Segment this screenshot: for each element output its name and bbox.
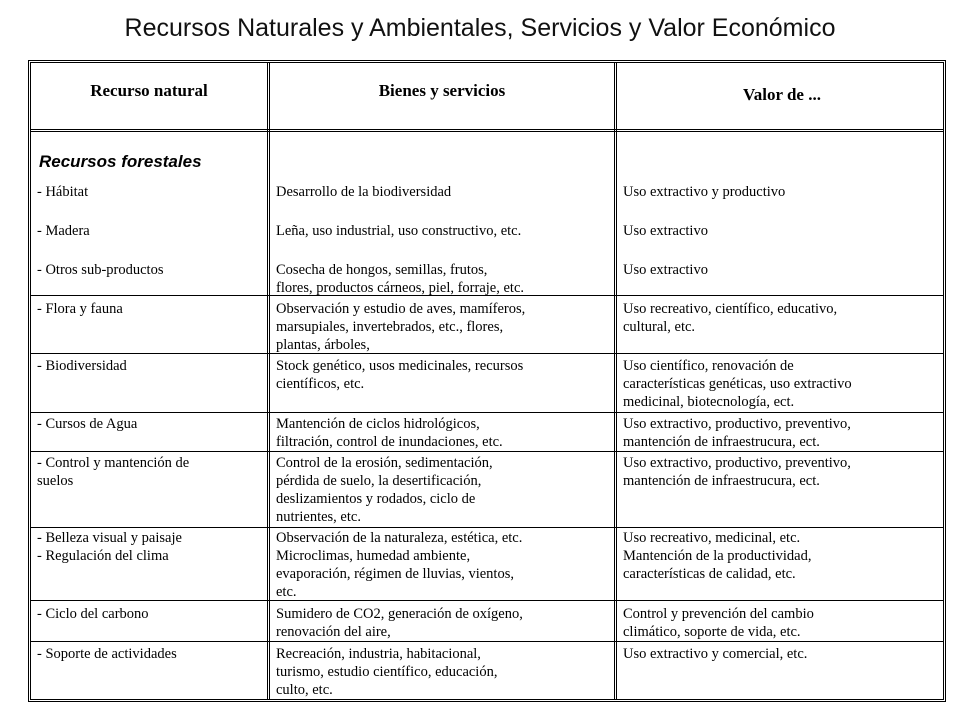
cell-valor: Uso recreativo, científico, educativo, cultural, etc. [623, 301, 838, 335]
cell-valor: Uso extractivo, productivo, preventivo, mantención de infraestrucura, ect. [623, 416, 851, 450]
cell-valor: Uso extractivo [623, 223, 708, 239]
header-bienes-servicios: Bienes y servicios [378, 81, 506, 100]
cell-valor: Control y prevención del cambio climático, soporte de vida, etc. [623, 606, 814, 640]
cell-valor: Mantención de la productividad, características de calidad, etc. [623, 548, 812, 582]
cell-bienes: Control de la erosión, sedimentación, pérdida de suelo, la desertificación, deslizamientos y rodados, ciclo de nutrientes, etc. [276, 455, 493, 525]
row-divider [31, 527, 943, 528]
cell-bienes: Cosecha de hongos, semillas, frutos, flores, productos cárneos, piel, forraje, etc. [276, 262, 525, 296]
header-valor: Valor de ... [743, 85, 821, 104]
cell-valor: Uso recreativo, medicinal, etc. [623, 530, 801, 546]
resources-table [28, 60, 946, 702]
cell-recurso: - Ciclo del carbono [37, 606, 149, 622]
cell-bienes: Desarrollo de la biodiversidad [276, 184, 452, 200]
row-divider [31, 412, 943, 413]
cell-valor: Uso extractivo, productivo, preventivo, mantención de infraestrucura, ect. [623, 455, 851, 489]
section-label: Recursos forestales [39, 152, 202, 171]
cell-recurso: - Control y mantención de suelos [37, 455, 190, 489]
cell-valor: Uso extractivo [623, 262, 708, 278]
cell-valor: Uso extractivo y productivo [623, 184, 786, 200]
cell-valor: Uso extractivo y comercial, etc. [623, 646, 808, 662]
header-divider [31, 129, 943, 132]
row-divider [31, 641, 943, 642]
cell-bienes: Recreación, industria, habitacional, turismo, estudio científico, educación, culto, etc. [276, 646, 498, 698]
column-divider [614, 63, 617, 699]
cell-recurso: - Biodiversidad [37, 358, 127, 374]
cell-recurso: - Flora y fauna [37, 301, 123, 317]
cell-bienes: Microclimas, humedad ambiente, evaporación, régimen de lluvias, vientos, etc. [276, 548, 514, 600]
page-title: Recursos Naturales y Ambientales, Servicios y Valor Económico [124, 14, 836, 42]
cell-recurso: - Hábitat [37, 184, 89, 200]
row-divider [31, 451, 943, 452]
column-divider [267, 63, 270, 699]
cell-bienes: Observación y estudio de aves, mamíferos, marsupiales, invertebrados, etc., flores, plantas, árboles, [276, 301, 526, 353]
cell-recurso: - Belleza visual y paisaje [37, 530, 182, 546]
cell-bienes: Sumidero de CO2, generación de oxígeno, renovación del aire, [276, 606, 523, 640]
cell-bienes: Leña, uso industrial, uso constructivo, etc. [276, 223, 522, 239]
cell-bienes: Mantención de ciclos hidrológicos, filtración, control de inundaciones, etc. [276, 416, 503, 450]
cell-bienes: Observación de la naturaleza, estética, etc. [276, 530, 523, 546]
cell-recurso: - Soporte de actividades [37, 646, 177, 662]
cell-recurso: - Madera [37, 223, 90, 239]
cell-recurso: - Cursos de Agua [37, 416, 138, 432]
cell-valor: Uso científico, renovación de características genéticas, uso extractivo medicinal, biotecnología, ect. [623, 358, 852, 410]
cell-bienes: Stock genético, usos medicinales, recursos científicos, etc. [276, 358, 524, 392]
cell-recurso: - Otros sub-productos [37, 262, 164, 278]
header-recurso-natural: Recurso natural [90, 81, 208, 100]
cell-recurso: - Regulación del clima [37, 548, 169, 564]
